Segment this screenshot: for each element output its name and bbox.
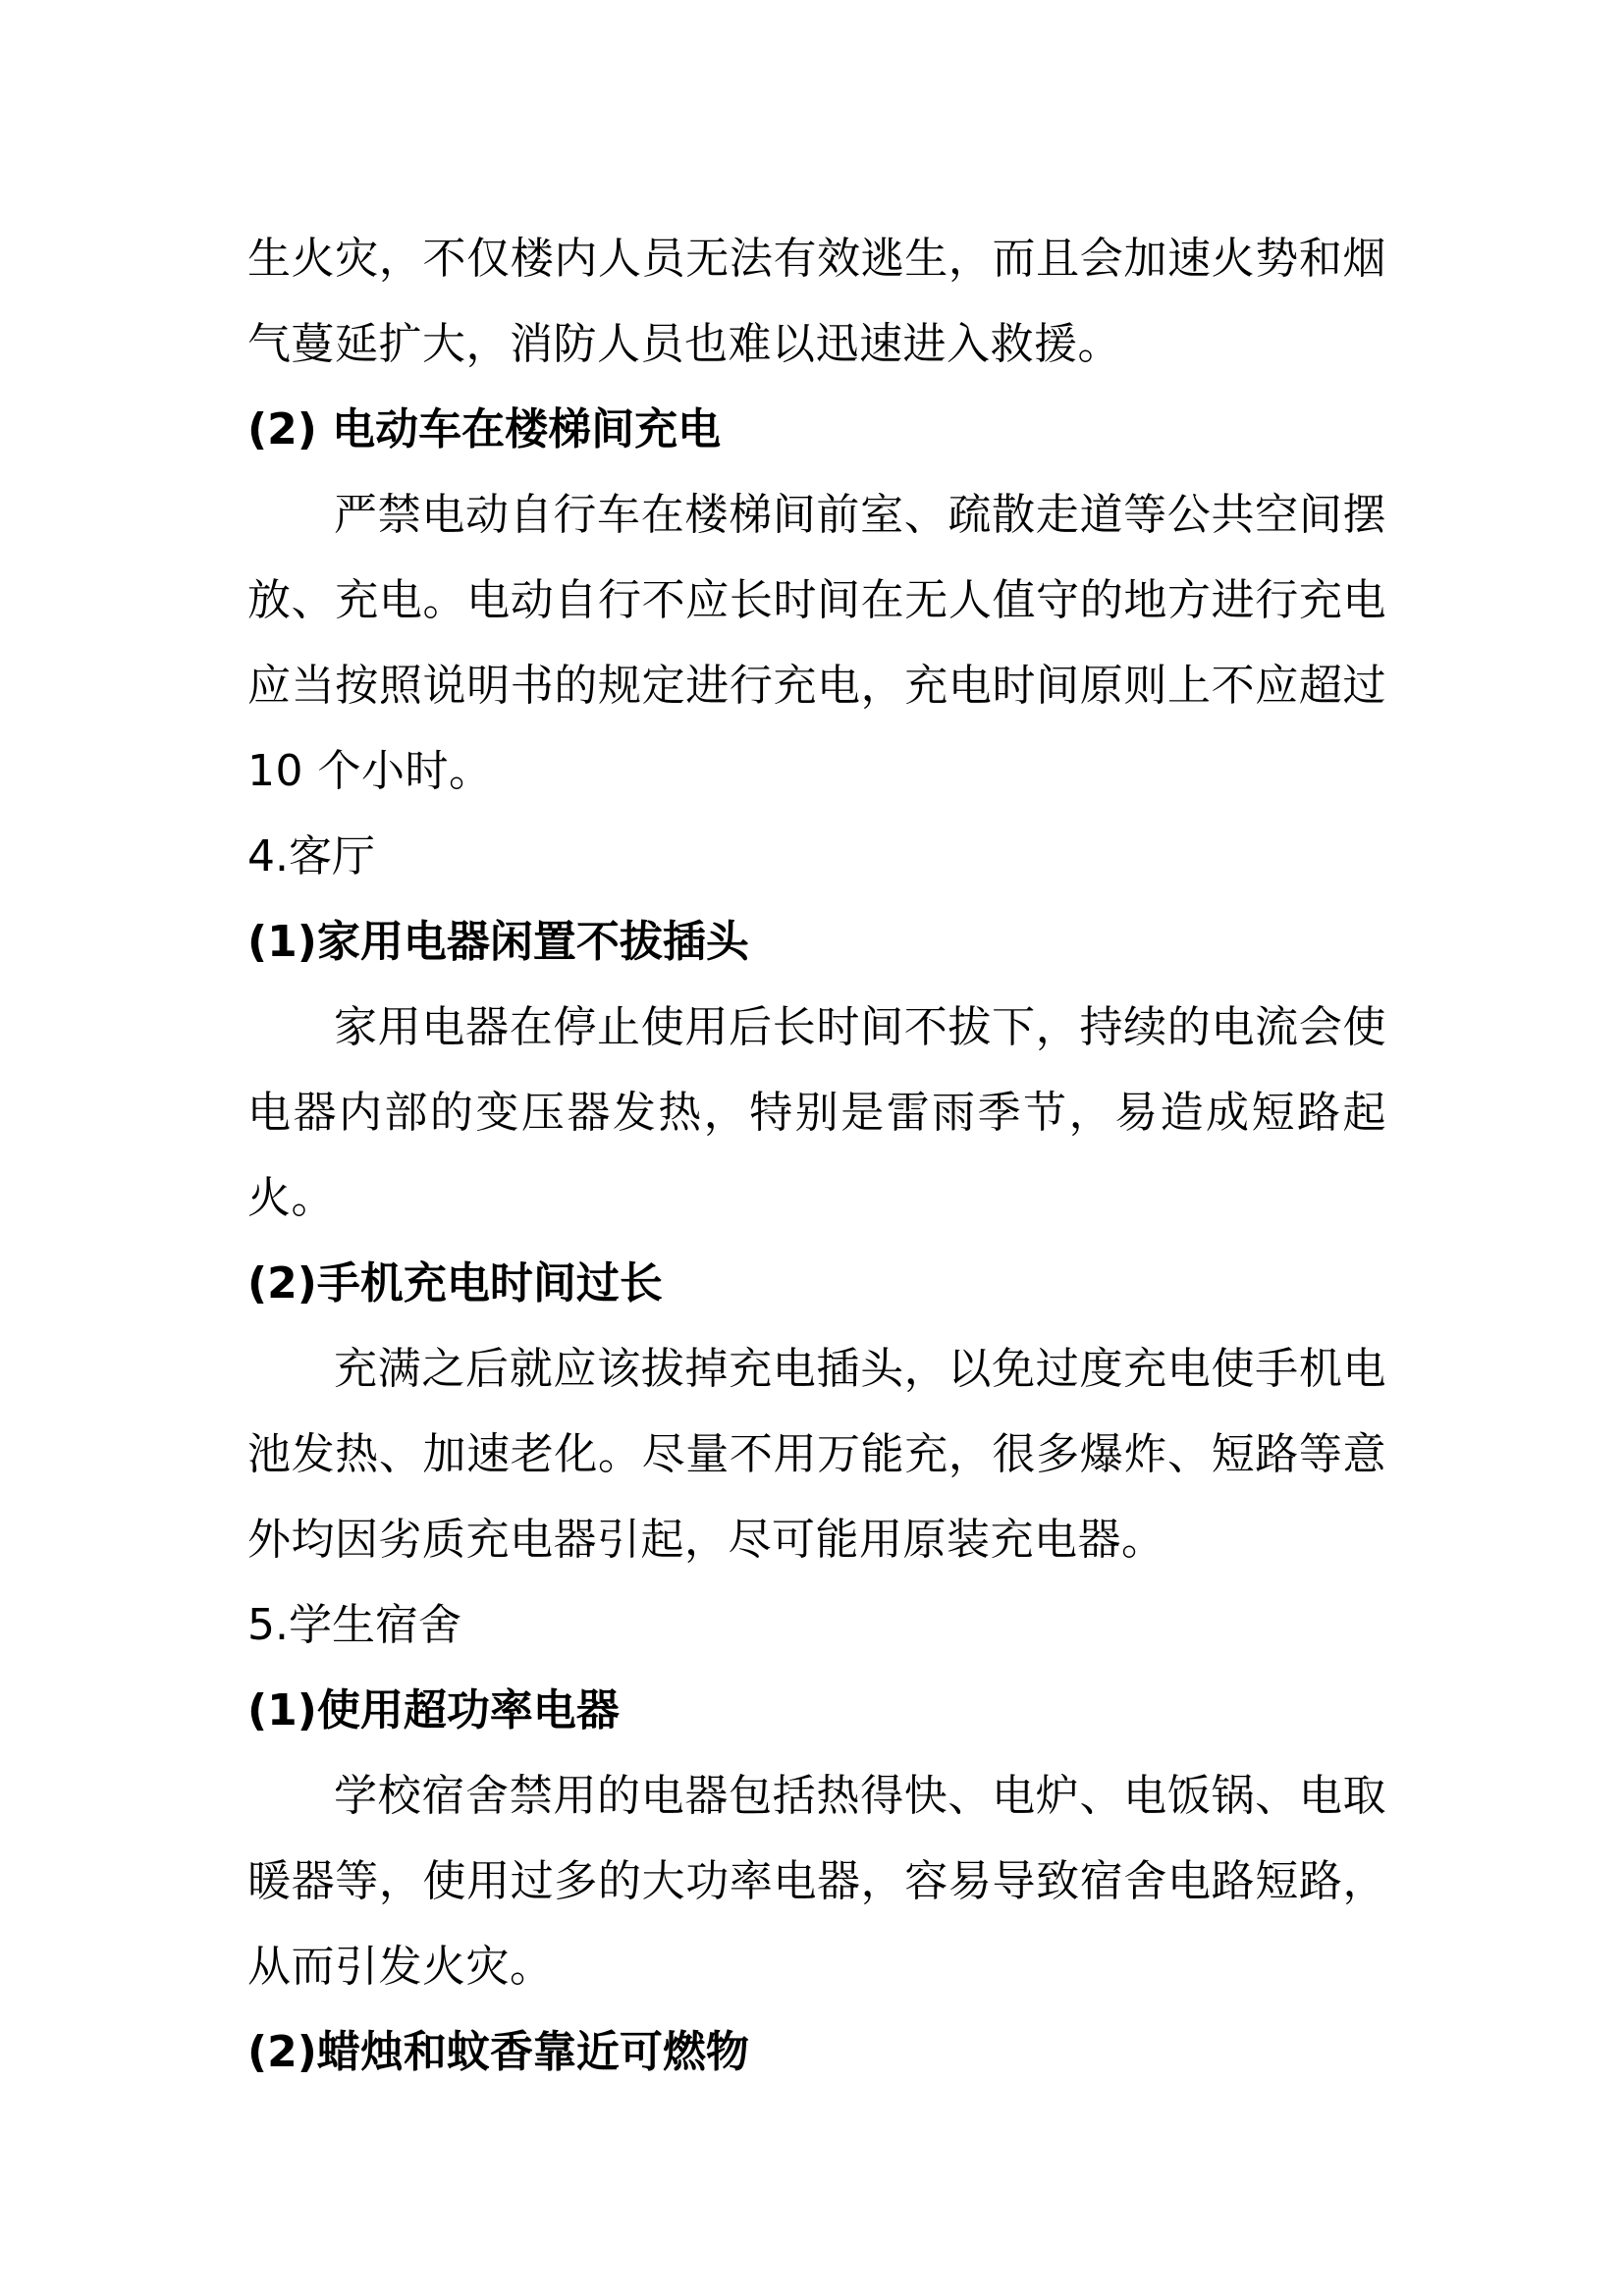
- subheading-phone-charging: (2)手机充电时间过长: [247, 1258, 663, 1308]
- paragraph-high-power-appliances: 学校宿舍禁用的电器包括热得快、电炉、电饭锅、电取暖器等，使用过多的大功率电器，容易导致宿舍电路短路，从而引发火灾。: [247, 1771, 1386, 1992]
- subheading-high-power-appliances: (1)使用超功率电器: [247, 1685, 620, 1735]
- section-title-living-room: 4.客厅: [247, 831, 375, 881]
- section-title-student-dorm: 5.学生宿舍: [247, 1600, 461, 1650]
- document-body: [247, 216, 1386, 2095]
- paragraph-appliances-plugged: 家用电器在停止使用后长时间不拔下，持续的电流会使电器内部的变压器发热，特别是雷雨季节，易造成短路起火。: [247, 1002, 1386, 1223]
- subheading-ebike-charging: (2) 电动车在楼梯间充电: [247, 404, 722, 454]
- continued-paragraph: 生火灾，不仅楼内人员无法有效逃生，而且会加速火势和烟气蔓延扩大，消防人员也难以迅速进入救援。: [247, 234, 1386, 369]
- paragraph-phone-charging: 充满之后就应该拔掉充电插头，以免过度充电使手机电池发热、加速老化。尽量不用万能充，很多爆炸、短路等意外均因劣质充电器引起，尽可能用原装充电器。: [247, 1344, 1386, 1565]
- subheading-candles-mosquito-coils: (2)蜡烛和蚊香靠近可燃物: [247, 2027, 749, 2077]
- subheading-appliances-plugged: (1)家用电器闲置不拔插头: [247, 917, 749, 967]
- paragraph-ebike-charging: 严禁电动自行车在楼梯间前室、疏散走道等公共空间摆放、充电。电动自行不应长时间在无人值守的地方进行充电应当按照说明书的规定进行充电，充电时间原则上不应超过 10 个小时。: [247, 490, 1386, 796]
